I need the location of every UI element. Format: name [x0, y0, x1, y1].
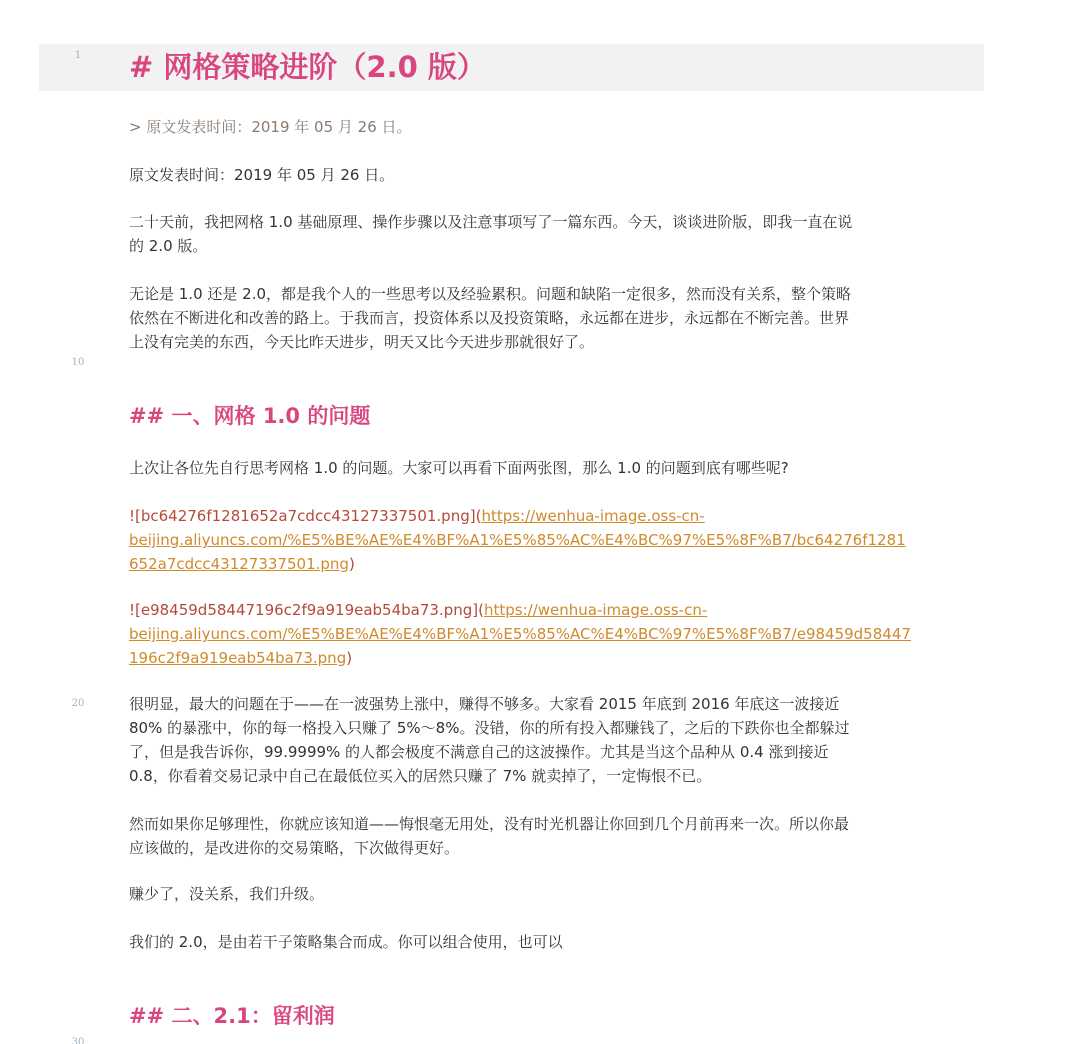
intro-2-line-1: 无论是 1.0 还是 2.0，都是我个人的一些思考以及经验累积。问题和缺陷一定很多，然而没有关系，整个策略 — [129, 285, 852, 303]
line-number-10: 10 — [71, 357, 85, 368]
intro-2-line-3: 上没有完美的东西，今天比昨天进步，明天又比今天进步那就很好了。 — [129, 333, 595, 351]
rational-paragraph — [129, 812, 849, 860]
intro-2-line-2: 依然在不断进化和改善的路上。于我而言，投资体系以及投资策略，永远都在进步，永远都在不断完善。世界 — [129, 309, 850, 327]
section-1-heading: ## 一、网格 1.0 的问题 — [129, 404, 371, 428]
problem-paragraph — [129, 692, 849, 788]
image-1-url-part-1[interactable]: https://wenhua-image.oss-cn- — [481, 507, 705, 525]
upgrade-paragraph: 赚少了，没关系，我们升级。 — [129, 885, 325, 903]
image-2-close-paren: ) — [346, 649, 353, 667]
problem-line-1: 很明显，最大的问题在于——在一波强势上涨中，赚得不够多。大家看 2015 年底到 2016 年底这一波接近 — [129, 695, 840, 713]
image-1-open-paren: ( — [475, 507, 482, 525]
section-1-question: 上次让各位先自行思考网格 1.0 的问题。大家可以再看下面两张图，那么 1.0 的问题到底有哪些呢? — [129, 459, 789, 477]
line-number-30: 30 — [71, 1037, 85, 1044]
image-2-url-part-1[interactable]: https://wenhua-image.oss-cn- — [483, 601, 708, 619]
problem-line-2: 80% 的暴涨中，你的每一格投入只赚了 5%～8%。没错，你的所有投入都赚钱了，之后的下跌你也全都躲过 — [129, 719, 850, 737]
section-2-heading: ## 二、2.1：留利润 — [129, 1004, 335, 1028]
intro-paragraph-2 — [129, 282, 851, 354]
composition-paragraph: 我们的 2.0，是由若干子策略集合而成。你可以组合使用，也可以 — [129, 933, 563, 951]
image-2-open-paren: ( — [478, 601, 484, 619]
problem-line-3: 了，但是我告诉你，99.9999% 的人都会极度不满意自己的这波操作。尤其是当这个品种从 0.4 涨到接近 — [129, 743, 829, 761]
image-1-alt-text: ![bc64276f1281652a7cdcc43127337501.png] — [129, 507, 476, 525]
image-2-alt-text: ![e98459d58447196c2f9a919eab54ba73.png] — [129, 601, 479, 619]
publish-date-paragraph: 原文发表时间：2019 年 05 月 26 日。 — [129, 166, 395, 184]
line-number-1: 1 — [74, 50, 82, 61]
rational-line-2: 应该做的，是改进你的交易策略，下次做得更好。 — [129, 839, 460, 857]
image-2-url-part-3[interactable]: 196c2f9a919eab54ba73.png — [129, 649, 347, 667]
image-link-2[interactable] — [129, 598, 911, 670]
image-1-url-part-3[interactable]: 652a7cdcc43127337501.png — [129, 555, 349, 573]
rational-line-1: 然而如果你足够理性，你就应该知道——悔恨毫无用处，没有时光机器让你回到几个月前再来一次。所以你最 — [129, 815, 850, 833]
line-number-20: 20 — [71, 698, 85, 709]
intro-1-line-2: 的 2.0 版。 — [129, 237, 208, 255]
image-1-url-part-2[interactable]: beijing.aliyuncs.com/%E5%BE%AE%E4%BF%A1%E5%85%AC%E4%BC%97%E5%8F%B7/bc64276f1281 — [129, 531, 906, 549]
image-link-1[interactable] — [129, 504, 906, 576]
document-title: # 网格策略进阶（2.0 版） — [129, 50, 486, 84]
problem-line-4: 0.8，你看着交易记录中自己在最低位买入的居然只赚了 7% 就卖掉了，一定悔恨不已。 — [129, 767, 712, 785]
image-1-close-paren: ) — [348, 555, 355, 573]
text-fade-overlay — [590, 922, 680, 962]
image-2-url-part-2[interactable]: beijing.aliyuncs.com/%E5%BE%AE%E4%BF%A1%E5%85%AC%E4%BC%97%E5%8F%B7/e98459d58447 — [129, 625, 911, 643]
blockquote-publish-date: > 原文发表时间：2019 年 05 月 26 日。 — [129, 118, 412, 136]
intro-paragraph-1 — [129, 210, 852, 258]
intro-1-line-1: 二十天前，我把网格 1.0 基础原理、操作步骤以及注意事项写了一篇东西。今天，谈谈进阶版，即我一直在说 — [129, 213, 853, 231]
